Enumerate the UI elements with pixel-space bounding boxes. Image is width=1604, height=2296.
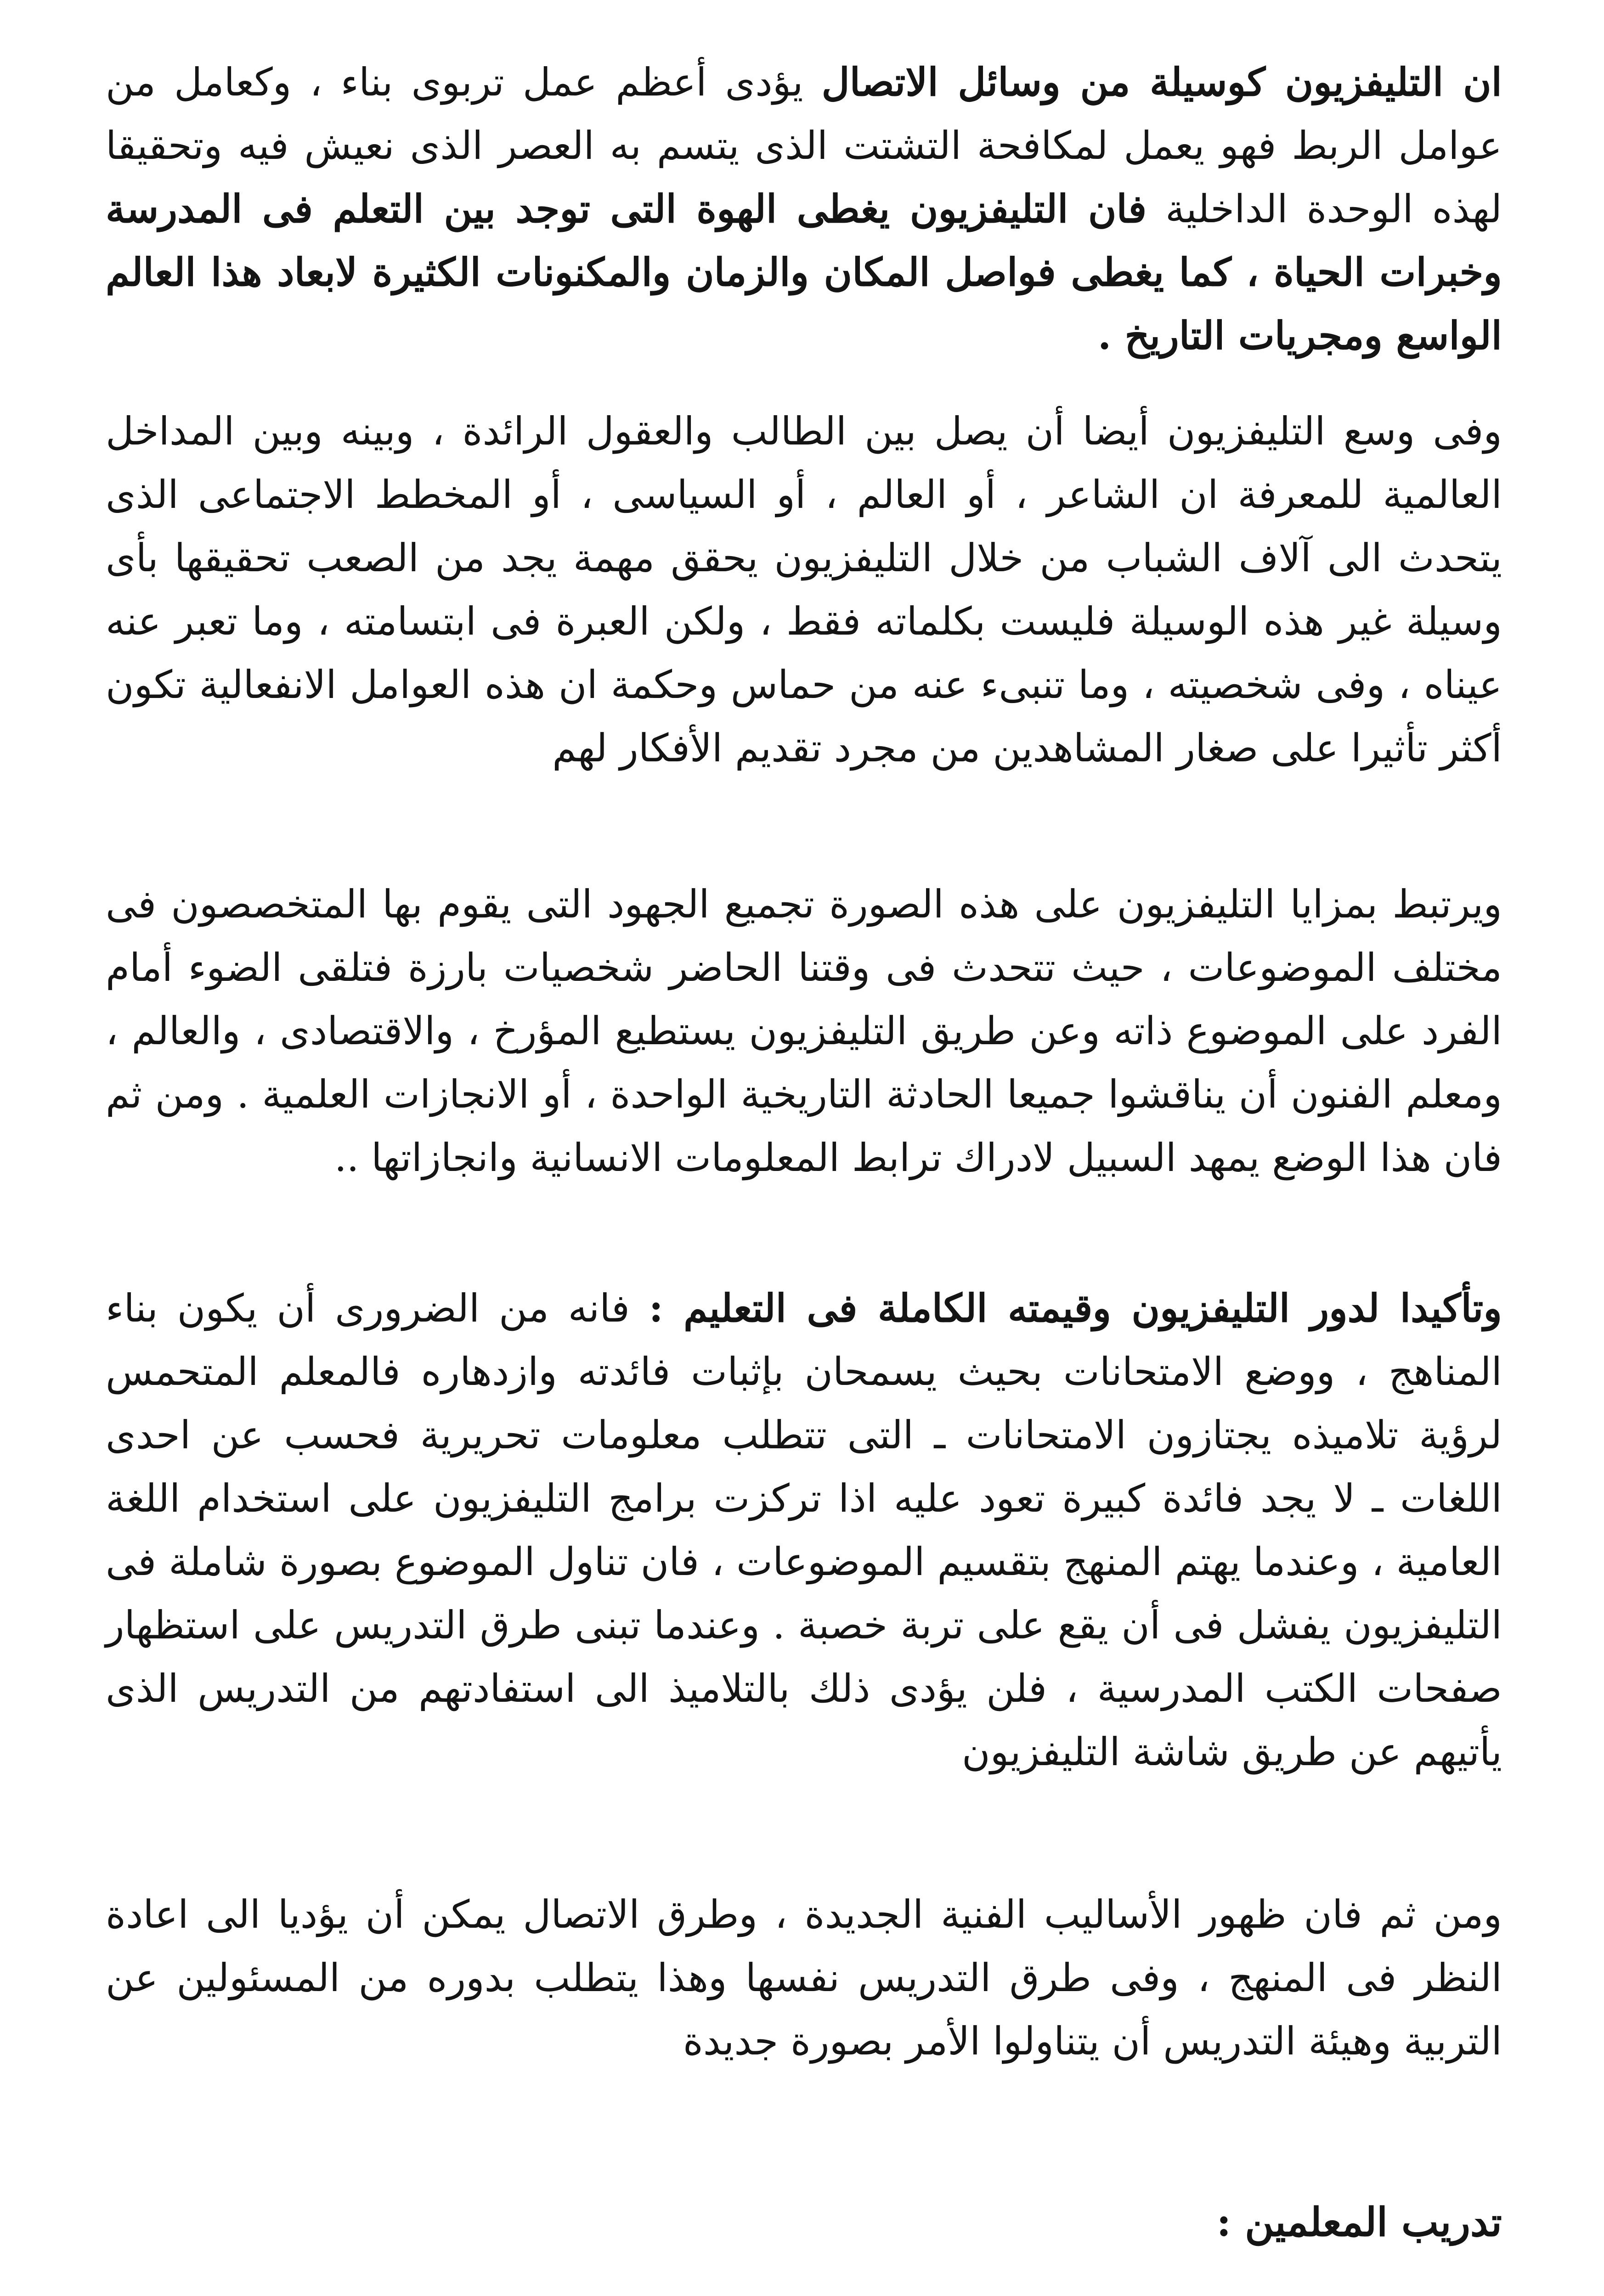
paragraph-curriculum-and-exams [106, 1277, 1502, 1784]
paragraph-text: فانه من الضرورى أن يكون بناء المناهج ، ووضع الامتحانات بحيث يسمحان بإثبات فائدته وازدهاره فالمعلم المتحمس لرؤية تلاميذه يجتازون الامتحانات ـ التى تتطلب معلومات تحريرية فحسب عن احدى اللغات ـ لا يجد فائدة كبيرة تعود عليه اذا تركزت برامج التليفزيون على استخدام اللغة العامية ، وعندما يهتم المنهج بتقسيم الموضوعات ، فان تناول الموضوع بصورة شاملة فى التليفزيون يفشل فى أن يقع على تربة خصبة . وعندما تبنى طرق التدريس على استظهار صفحات الكتب المدرسية ، فلن يؤدى ذلك بالتلاميذ الى استفادتهم من التدريس الذى يأتيهم عن طريق شاشة التليفزيون [106, 1286, 1502, 1774]
bold-lead-phrase: ان التليفزيون كوسيلة من وسائل الاتصال [821, 59, 1502, 105]
paragraph-paving-the-way [106, 2287, 1566, 2296]
paragraph-text: يؤدى أعظم عمل تربوى بناء ، وكعامل من عوامل الربط فهو يعمل لمكافحة التشتت الذى يتسم به العصر الذى نعيش فيه وتحقيقا لهذه الوحدة الداخلية [106, 60, 1502, 231]
paragraph-tv-connects-students: وفى وسع التليفزيون أيضا أن يصل بين الطالب والعقول الرائدة ، وبينه وبين المداخل العالمية للمعرفة ان الشاعر ، أو العالم ، أو السياسى ، أو المخطط الاجتماعى الذى يتحدث الى آلاف الشباب من خلال التليفزيون يحقق مهمة يجد من الصعب تحقيقها بأى وسيلة غير هذه الوسيلة فليست بكلماته فقط ، ولكن العبرة فى ابتسامته ، وما تعبر عنه عيناه ، وفى شخصيته ، وما تنبىء عنه من حماس وحكمة ان هذه العوامل الانفعالية تكون أكثر تأثيرا على صغار المشاهدين من مجرد تقديم الأفكار لهم [106, 409, 1502, 771]
section-heading-teacher-training: تدريب المعلمين : [1216, 2199, 1502, 2245]
bold-lead-phrase: وتأكيدا لدور التليفزيون وقيمته الكاملة فى التعليم : [649, 1285, 1502, 1331]
paragraph-tv-educational-role [106, 51, 1502, 367]
paragraph-specialists-efforts: ويرتبط بمزايا التليفزيون على هذه الصورة تجميع الجهود التى يقوم بها المتخصصون فى مختلف الموضوعات ، حيث تتحدث فى وقتنا الحاضر شخصيات بارزة فتلقى الضوء أمام الفرد على الموضوع ذاته وعن طريق التليفزيون يستطيع المؤرخ ، والاقتصادى ، والعالم ، ومعلم الفنون أن يناقشوا جميعا الحادثة التاريخية الواحدة ، أو الانجازات العلمية . ومن ثم فان هذا الوضع يمهد السبيل لادراك ترابط المعلومات الانسانية وانجازاتها .. [106, 882, 1502, 1180]
bold-emphasis-phrase: فان التليفزيون يغطى الهوة التى توجد بين التعلم فى المدرسة وخبرات الحياة ، كما يغطى فواصل المكان والزمان والمكنونات الكثيرة لابعاد هذا العالم الواسع ومجريات التاريخ . [106, 186, 1502, 358]
paragraph-new-techniques: ومن ثم فان ظهور الأساليب الفنية الجديدة ، وطرق الاتصال يمكن أن يؤديا الى اعادة النظر فى المنهج ، وفى طرق التدريس نفسها وهذا يتطلب بدوره من المسئولين عن التربية وهيئة التدريس أن يتناولوا الأمر بصورة جديدة [106, 1892, 1502, 2064]
